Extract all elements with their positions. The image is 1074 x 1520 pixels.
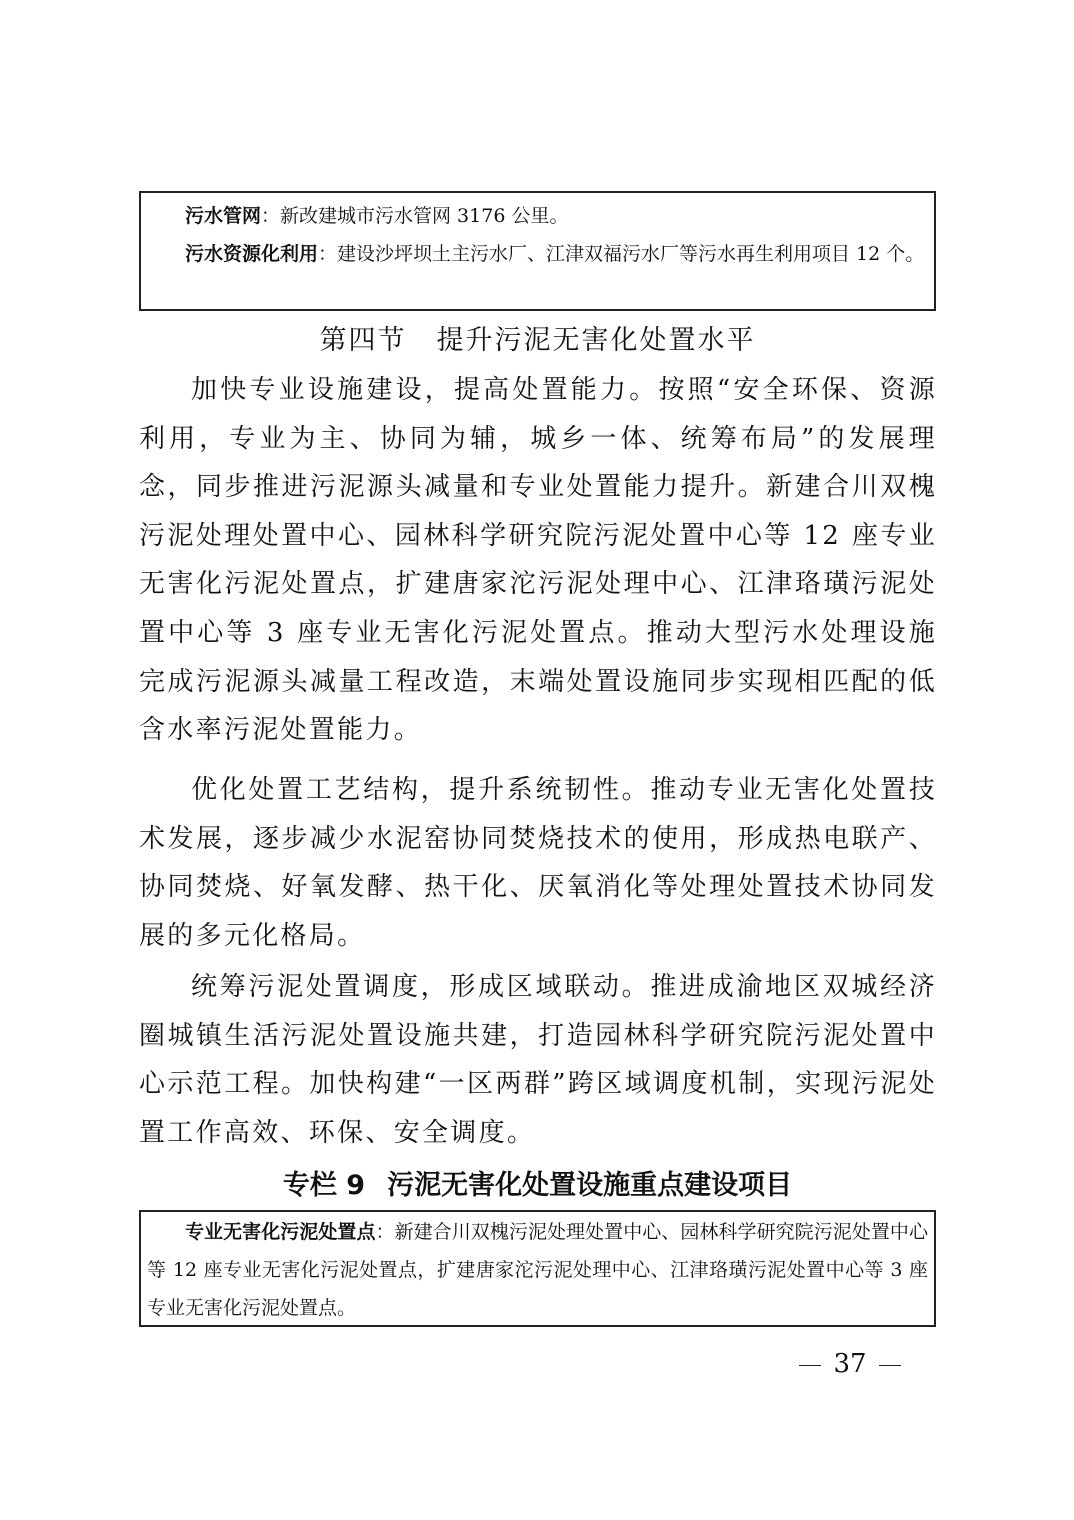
box-item-label: 污水管网	[185, 205, 262, 227]
box-item-sewer-network	[147, 197, 928, 235]
column-item	[147, 1213, 928, 1327]
section-number: 第四节	[319, 325, 407, 356]
body-paragraph: 统筹污泥处置调度，形成区域联动。推进成渝地区双城经济圈城镇生活污泥处置设施共建，打造园林科学研究院污泥处置中心示范工程。加快构建“一区两群”跨区域调度机制，实现污泥处置工作高效、环保、安全调度。	[139, 972, 937, 1148]
column-label: 专栏 9	[282, 1170, 366, 1201]
body-paragraph: 加快专业设施建设，提高处置能力。按照“安全环保、资源利用，专业为主、协同为辅，城乡一体、统筹布局”的发展理念，同步推进污泥源头减量和专业处置能力提升。新建合川双槐污泥处理处置中心、园林科学研究院污泥处置中心等 12 座专业无害化污泥处置点，扩建唐家沱污泥处理中心、江津珞璜污泥处置中心等 3 座专业无害化污泥处置点。推动大型污水处理设施完成污泥源头减量工程改造，末端处置设施同步实现相匹配的低含水率污泥处置能力。	[139, 375, 937, 746]
column-title: 污泥无害化处置设施重点建设项目	[387, 1170, 793, 1201]
project-list-box	[139, 191, 936, 311]
section-title: 提升污泥无害化处置水平	[436, 325, 756, 356]
dash-left	[799, 1365, 821, 1366]
box-item-text: ：建设沙坪坝土主污水厂、江津双福污水厂等污水再生利用项目 12 个。	[318, 243, 925, 265]
page-number-value: 37	[833, 1349, 867, 1379]
column-heading	[139, 1164, 936, 1208]
dash-right	[879, 1365, 901, 1366]
section-heading	[139, 321, 936, 361]
column-item-label: 专业无害化污泥处置点	[185, 1221, 376, 1243]
box-item-text: ：新改建城市污水管网 3176 公里。	[261, 205, 569, 227]
column-item-text: ：新建合川双槐污泥处理处置中心、园林科学研究院污泥处置中心等 12 座专业无害化污泥处置点，扩建唐家沱污泥处理中心、江津珞璜污泥处置中心等 3 座专业无害化污泥处置点。	[147, 1221, 928, 1319]
body-paragraph: 优化处置工艺结构，提升系统韧性。推动专业无害化处置技术发展，逐步减少水泥窑协同焚烧技术的使用，形成热电联产、协同焚烧、好氧发酵、热干化、厌氧消化等处理处置技术协同发展的多元化格局。	[139, 775, 937, 951]
box-item-wastewater-reuse	[147, 235, 928, 273]
box-item-label: 污水资源化利用	[185, 243, 319, 265]
page-number	[780, 1346, 920, 1382]
column-box	[139, 1210, 936, 1327]
